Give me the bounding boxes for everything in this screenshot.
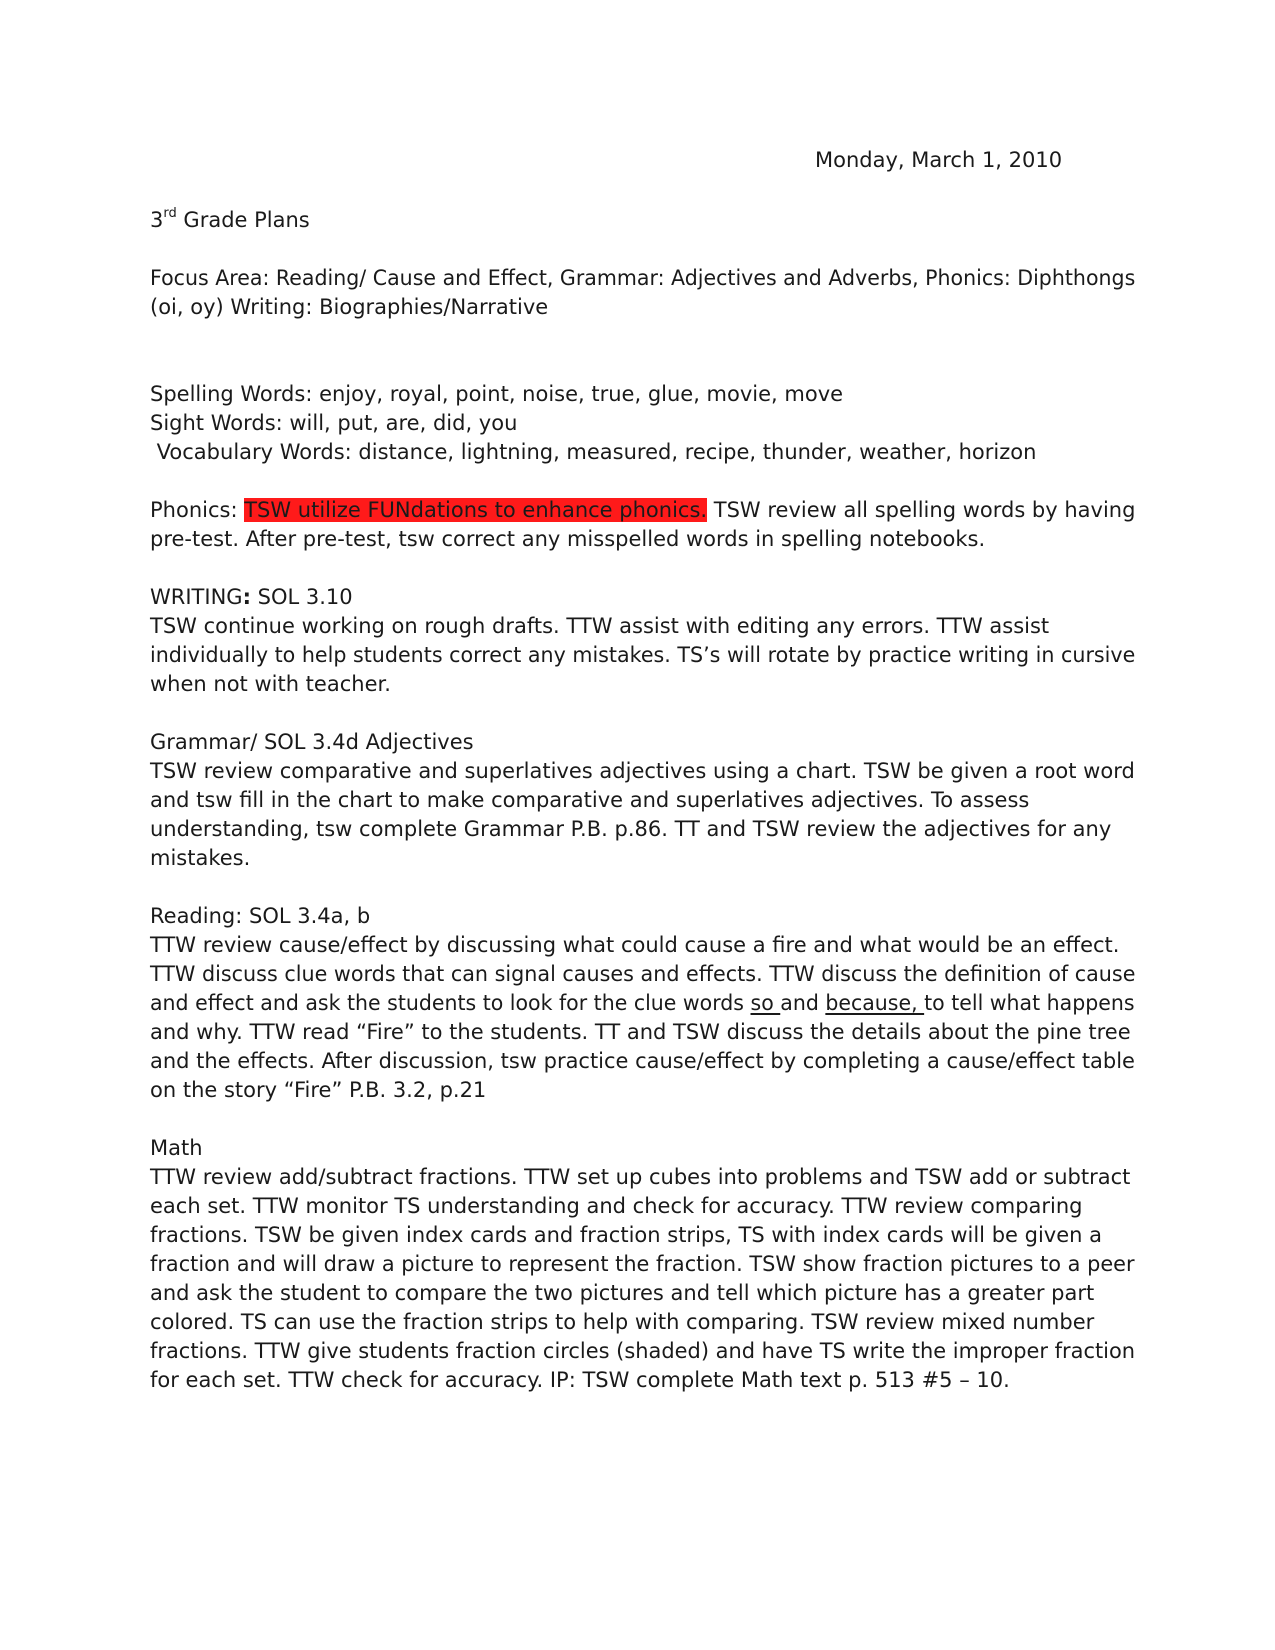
sight-words: Sight Words: will, put, are, did, you: [150, 411, 518, 435]
writing-heading: [150, 582, 353, 613]
reading-text: and effect and ask the students to look for the clue words: [150, 991, 751, 1015]
reading-heading: Reading: SOL 3.4a, b: [150, 904, 371, 928]
math-line: colored. TS can use the fraction strips to help with comparing. TSW review mixed number: [150, 1310, 1095, 1334]
title-grade-suffix: rd: [163, 206, 177, 221]
title-grade-number: 3: [150, 208, 164, 232]
math-line: and ask the student to compare the two pictures and tell which picture has a greater part: [150, 1281, 1095, 1305]
grammar-heading: Grammar/ SOL 3.4d Adjectives: [150, 730, 474, 754]
math-line: each set. TTW monitor TS understanding and check for accuracy. TTW review comparing: [150, 1194, 1083, 1218]
writing-heading-word: WRITING: [150, 585, 243, 609]
title-text: Grade Plans: [176, 208, 310, 232]
reading-line: on the story “Fire” P.B. 3.2, p.21: [150, 1078, 487, 1102]
writing-line: TSW continue working on rough drafts. TTW assist with editing any errors. TTW assist: [150, 614, 1050, 638]
reading-text: and: [780, 991, 826, 1015]
clue-word-so: so: [750, 991, 781, 1015]
focus-area-line-2: (oi, oy) Writing: Biographies/Narrative: [150, 295, 549, 319]
writing-line: individually to help students correct any mistakes. TS’s will rotate by practice writing in cursive: [150, 643, 1136, 667]
phonics-highlighted-text: TSW utilize FUNdations to enhance phonics.: [244, 498, 708, 522]
reading-line: and why. TTW read “Fire” to the students. TT and TSW discuss the details about the pine tree: [150, 1020, 1131, 1044]
reading-line: TTW discuss clue words that can signal causes and effects. TTW discuss the definition of cause: [150, 962, 1136, 986]
document-title: [150, 205, 310, 236]
writing-heading-colon: :: [242, 585, 251, 609]
reading-line: TTW review cause/effect by discussing what could cause a fire and what would be an effect.: [150, 933, 1120, 957]
reading-line-clue-words: [150, 988, 1135, 1019]
document-date: Monday, March 1, 2010: [815, 148, 1063, 172]
reading-text: to tell what happens: [924, 991, 1135, 1015]
vocabulary-words: Vocabulary Words: distance, lightning, measured, recipe, thunder, weather, horizon: [150, 440, 1037, 464]
reading-line: and the effects. After discussion, tsw practice cause/effect by completing a cause/effect table: [150, 1049, 1135, 1073]
grammar-line: and tsw fill in the chart to make comparative and superlatives adjectives. To assess: [150, 788, 1030, 812]
clue-word-because: because,: [825, 991, 925, 1015]
phonics-label: Phonics:: [150, 498, 245, 522]
math-line: for each set. TTW check for accuracy. IP: TSW complete Math text p. 513 #5 – 10.: [150, 1368, 1010, 1392]
writing-line: when not with teacher.: [150, 672, 391, 696]
math-heading: Math: [150, 1136, 203, 1160]
spelling-words: Spelling Words: enjoy, royal, point, noise, true, glue, movie, move: [150, 382, 844, 406]
phonics-line-1: [150, 495, 1135, 526]
focus-area-line-1: Focus Area: Reading/ Cause and Effect, Grammar: Adjectives and Adverbs, Phonics: Diphthongs: [150, 266, 1136, 290]
grammar-line: understanding, tsw complete Grammar P.B. p.86. TT and TSW review the adjectives for any: [150, 817, 1112, 841]
grammar-line: TSW review comparative and superlatives adjectives using a chart. TSW be given a root word: [150, 759, 1135, 783]
math-line: fractions. TTW give students fraction circles (shaded) and have TS write the improper fraction: [150, 1339, 1136, 1363]
math-line: TTW review add/subtract fractions. TTW set up cubes into problems and TSW add or subtract: [150, 1165, 1131, 1189]
writing-heading-sol: SOL 3.10: [250, 585, 353, 609]
grammar-line: mistakes.: [150, 846, 251, 870]
math-line: fraction and will draw a picture to represent the fraction. TSW show fraction pictures to a peer: [150, 1252, 1135, 1276]
phonics-line-2: pre-test. After pre-test, tsw correct any misspelled words in spelling notebooks.: [150, 527, 986, 551]
phonics-text: TSW review all spelling words by having: [707, 498, 1136, 522]
math-line: fractions. TSW be given index cards and fraction strips, TS with index cards will be given a: [150, 1223, 1102, 1247]
